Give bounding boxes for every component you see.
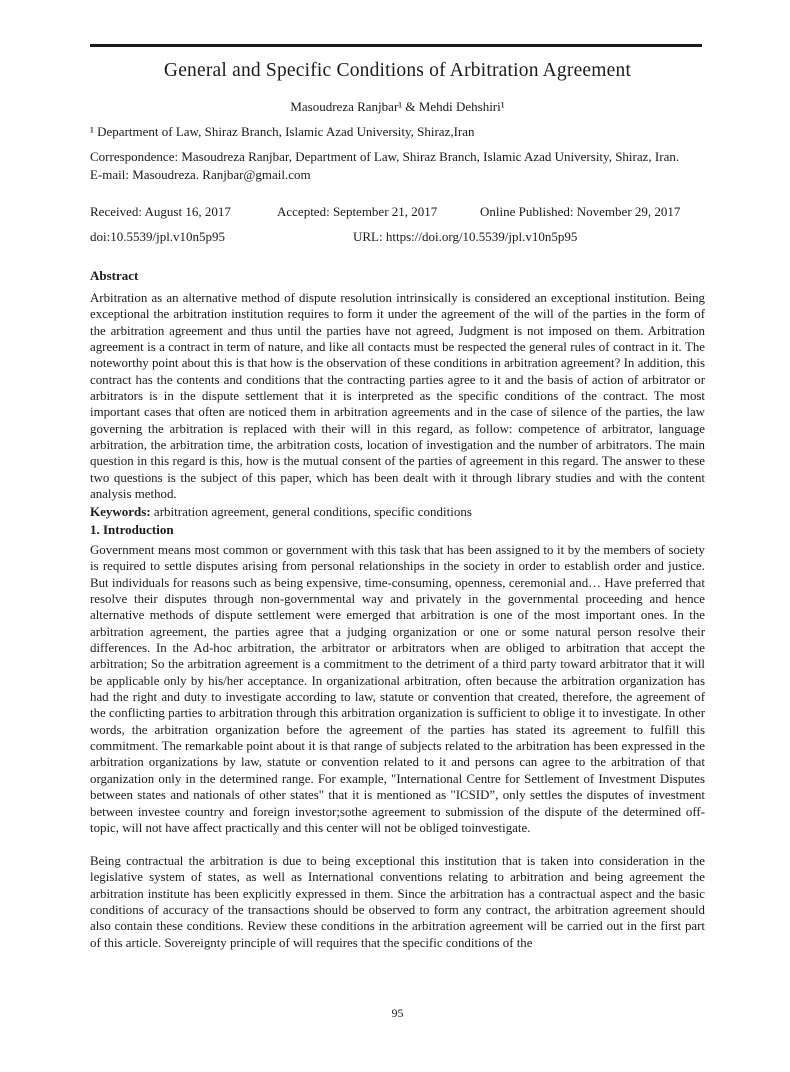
accepted-date: Accepted: September 21, 2017 [277,204,438,219]
online-published-date: Online Published: November 29, 2017 [480,204,681,219]
email-label: E-mail: [90,166,129,182]
introduction-paragraph-2: Being contractual the arbitration is due to being exceptional this institution that is taken into consideration in the legislative system of states, as well as International conventions relating to arbitration and being agreement the arbitration institute has been explicitly expressed in them. Since the arbitration has a contractual aspect and the basic conditions of accuracy of the transactions should be observed to form any contract, the arbitration agreement should also contain these conditions. Review these conditions in the arbitration agreement will be carried out in the first part of this article. Sovereignty principle of will requires that the specific conditions of the [90,854,705,950]
abstract-paragraph: Arbitration as an alternative method of dispute resolution intrinsically is considered an exceptional institution. Being exceptional the arbitration institution requires to form it under the agreement of the will of the parties in the form of the arbitration agreement and thus until the parties have not agreed, Judgment is not imposed on them. Arbitration agreement is a contract in term of nature, and like all contacts must be respected the general rules of contract in it. The noteworthy point about this is that how is the observation of these conditions in arbitration agreement? In addition, this contract has the contents and conditions that the contracting parties agree to it and the basis of action of arbitrator or arbitrators is in the dispute settlement that it is interpreted as the specific conditions of the contract. The most important cases that often are noticed them in arbitration agreements and in the case of silence of the parties, the law governing the arbitration is replaced with their will in this regard, as follow: competence of arbitrator, language arbitration, the arbitration time, the arbitration costs, location of investigation and the number of arbitrators. The main question in this regard is this, how is the mutual consent of the parties of agreement in this regard. The answer to these two questions is the subject of this paper, which has been dealt with it through library studies and with the content analysis method. [90,291,705,502]
keywords-label: Keywords: [90,504,151,519]
received-date: Received: August 16, 2017 [90,204,231,219]
url-label: URL: [353,229,383,244]
introduction-paragraph-1: Government means most common or government with this task that has been assigned to it by the members of society is required to settle disputes arising from personal relationships in the society in order to establish order and justice. But individuals for reasons such as being expensive, time-consuming, openness, ceremonial and… Have preferred that resolve their disputes through non-governmental way and privately in the governmental proceeding and hence alternative methods of dispute settlement were emerged that arbitration is one of the most important ones. In the arbitration agreement, the parties agree that a judging organization or one or some natural person resolve their differences. In the Ad-hoc arbitration, the arbitrator or arbitrators when are obliged to arbitration that accept the arbitration; So the arbitration agreement is a commitment to the detriment of a third party toward arbitrator that it will be applicable only by his/her acceptance. In organizational arbitration, often because the arbitration organization has had the right and duty to investigate according to law, statute or convention that created, therefore, the agreement of the conflicting parties to arbitration through this arbitration organization is sufficient to oblige it to investigate. In other words, the arbitration organization before the agreement of the parties has stated its agreement to fulfill this commitment. The remarkable point about it is that range of subjects related to the arbitration has been expressed in the arbitration organizations by law, statute or convention related to it and persons can agree to the arbitration of that organization only in the determined range. For example, "International Centre for Settlement of Investment Disputes between states and nationals of other states" that it is mentioned as "ICSID”, only settles the disputes of investment between investee country and foreign investor;sothe agreement to submission of the dispute of the determined off-topic, will not have affect practically and this center will not be obliged toinvestigate. [90,543,705,835]
paper-title: General and Specific Conditions of Arbitration Agreement [163,60,632,81]
correspondence-text: Correspondence: Masoudreza Ranjbar, Department of Law, Shiraz Branch, Islamic Azad University, Shiraz, Iran. [90,149,680,164]
affiliation-line: ¹ Department of Law, Shiraz Branch, Islamic Azad University, Shiraz,Iran [90,124,475,139]
correspondence-block [90,148,705,183]
doi-url-row [90,229,705,245]
doi-url-link[interactable]: https://doi.org/10.5539/jpl.v10n5p95 [385,229,578,244]
email-link[interactable]: Masoudreza. Ranjbar@gmail.com [132,166,311,182]
abstract-heading: Abstract [90,268,139,283]
url-block [353,229,577,245]
keywords-line [90,504,705,520]
keywords-text: arbitration agreement, general conditions, specific conditions [153,504,472,519]
introduction-heading: 1. Introduction [90,522,174,537]
publication-dates-row [90,204,705,220]
authors-line: Masoudreza Ranjbar¹ & Mehdi Dehshiri¹ [290,99,505,114]
header-rule [90,44,702,47]
page-number: 95 [391,1006,404,1020]
doi-text: doi:10.5539/jpl.v10n5p95 [90,229,226,244]
